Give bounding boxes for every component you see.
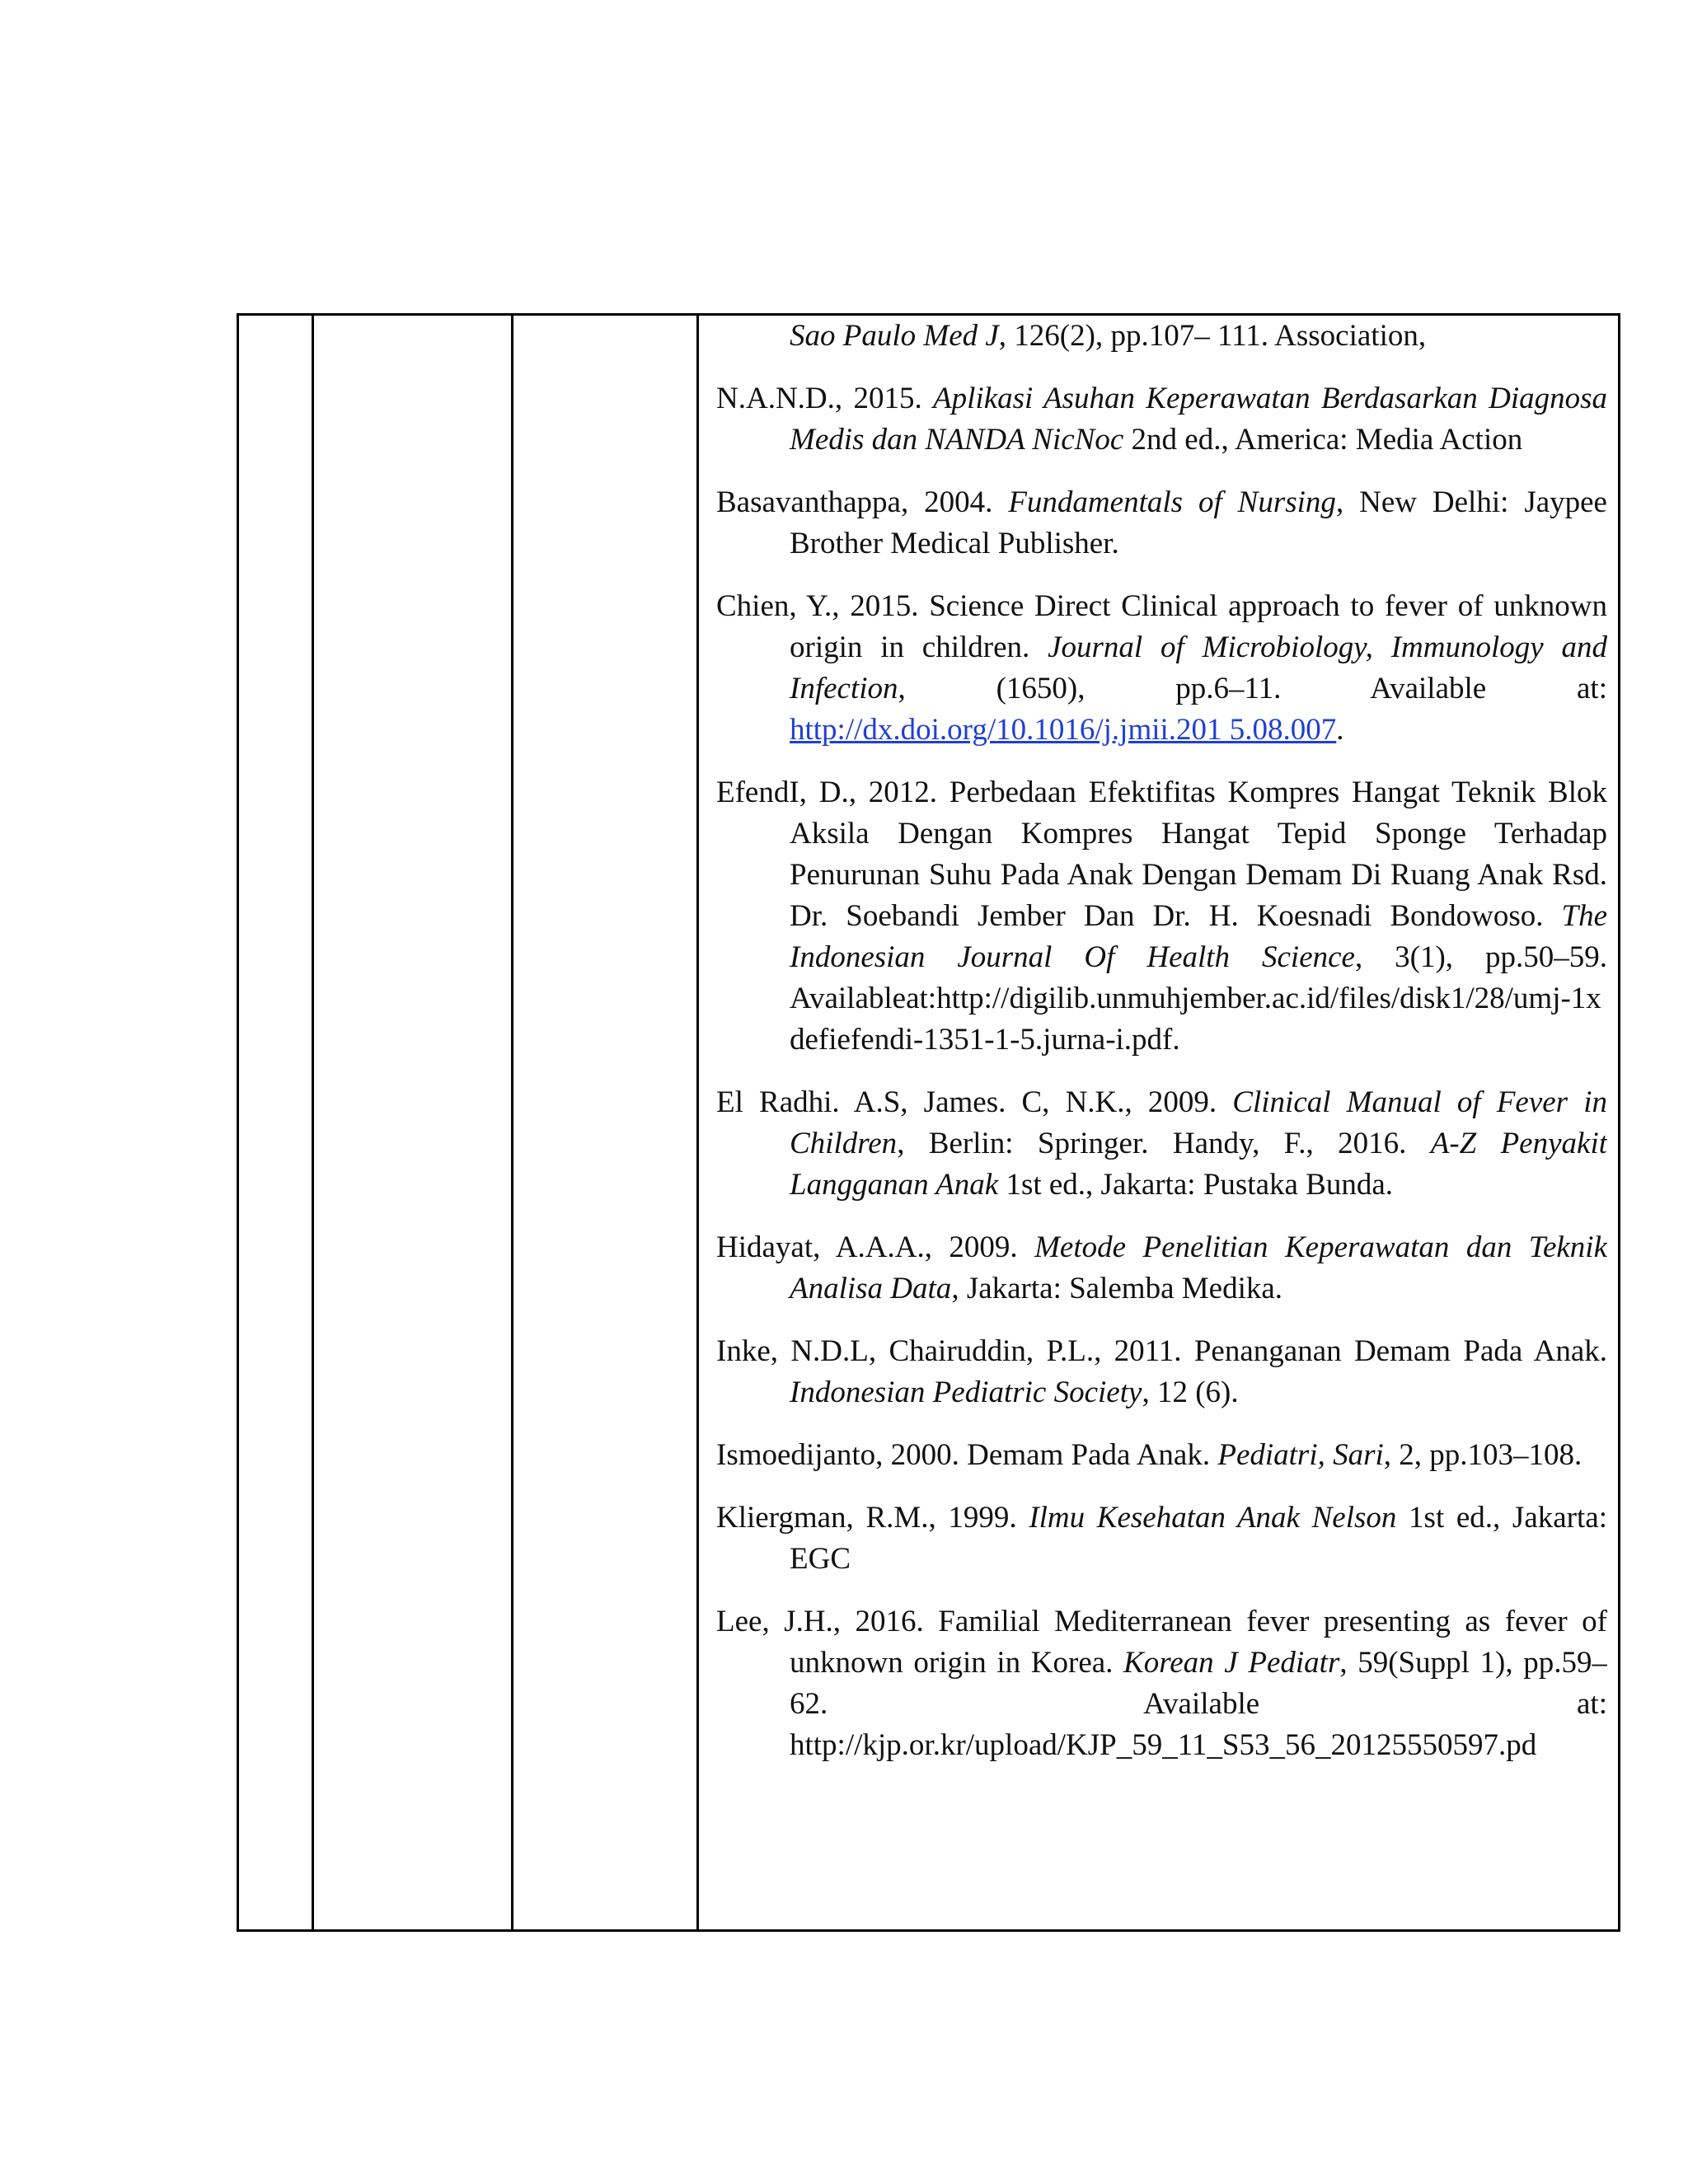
reference-text: , 12 (6).	[1142, 1376, 1239, 1409]
reference-italic-text: Aplikasi Asuhan Keperawatan Berdasarkan Diagnosa Medis dan NANDA NicNoc	[790, 382, 1607, 457]
reference-text: Kliergman, R.M., 1999.	[716, 1501, 1029, 1535]
reference-text: , Jakarta: Salemba Medika.	[951, 1272, 1283, 1305]
reference-text: N.A.N.D., 2015.	[716, 382, 934, 415]
reference-italic-text: Clinical Manual of Fever in Children	[790, 1085, 1607, 1160]
reference-text: 1st ed., Jakarta: EGC	[790, 1501, 1607, 1576]
reference-text: Hidayat, A.A.A., 2009.	[716, 1230, 1035, 1264]
column-divider-2	[511, 316, 513, 1929]
reference-italic-text: The Indonesian Journal Of Health Science	[790, 899, 1607, 974]
reference-text: .	[1336, 713, 1344, 747]
column-divider-1	[312, 316, 314, 1929]
reference-text: , (1650), pp.6–11. Available at:	[898, 672, 1607, 705]
reference-text: , 59(Suppl 1), pp.59–62. Available at: http://kjp.or.kr/upload/KJP_59_11_S53_56_20125550597.pd	[790, 1646, 1607, 1762]
reference-entry	[716, 1331, 1607, 1413]
reference-entry	[716, 586, 1607, 751]
reference-text: Basavanthappa, 2004.	[716, 485, 1009, 519]
reference-entry	[716, 1497, 1607, 1580]
reference-text: Inke, N.D.L, Chairuddin, P.L., 2011. Penanganan Demam Pada Anak.	[716, 1334, 1607, 1368]
reference-italic-text: Fundamentals of Nursing	[1008, 485, 1336, 519]
reference-text: El Radhi. A.S, James. C, N.K., 2009.	[716, 1085, 1233, 1119]
reference-text: Ismoedijanto, 2000. Demam Pada Anak.	[716, 1438, 1218, 1472]
reference-italic-text: A-Z Penyakit Langganan Anak	[790, 1127, 1607, 1202]
reference-entry	[716, 1227, 1607, 1310]
reference-italic-text: Metode Penelitian Keperawatan dan Teknik Analisa Data	[790, 1230, 1607, 1305]
reference-entry	[716, 316, 1607, 357]
reference-entry	[716, 772, 1607, 1061]
reference-italic-text: Journal of Microbiology, Immunology and Infection	[790, 630, 1607, 705]
reference-text: , New Delhi: Jaypee Brother Medical Publisher.	[790, 485, 1607, 560]
reference-text: Lee, J.H., 2016. Familial Mediterranean fever presenting as fever of unknown origin in Korea.	[716, 1605, 1607, 1680]
reference-italic-text: Korean J Pediatr	[1123, 1646, 1340, 1680]
reference-entry	[716, 378, 1607, 461]
reference-text: , 3(1), pp.50–59. Availableat:http://digilib.unmuhjember.ac.id/files/disk1/28/umj-1x defiefendi-1351-1-5.jurna-i.pdf.	[790, 940, 1607, 1057]
column-divider-3	[696, 316, 699, 1929]
reference-entry	[716, 1435, 1607, 1476]
reference-entry	[716, 1601, 1607, 1766]
reference-list	[716, 316, 1607, 1929]
reference-text: 1st ed., Jakarta: Pustaka Bunda.	[998, 1168, 1394, 1202]
reference-italic-text: Pediatri, Sari	[1217, 1438, 1384, 1472]
reference-text: , 126(2), pp.107– 111. Association,	[998, 319, 1427, 353]
reference-text: , Berlin: Springer. Handy, F., 2016.	[897, 1127, 1431, 1160]
reference-text: , 2, pp.103–108.	[1383, 1438, 1582, 1472]
reference-entry	[716, 1082, 1607, 1206]
reference-text: Chien, Y., 2015. Science Direct Clinical approach to fever of unknown origin in children.	[716, 589, 1607, 664]
reference-entry	[716, 482, 1607, 565]
reference-italic-text: Sao Paulo Med J	[790, 319, 999, 353]
reference-text: 2nd ed., America: Media Action	[1123, 423, 1523, 457]
reference-italic-text: Ilmu Kesehatan Anak Nelson	[1029, 1501, 1397, 1535]
reference-link[interactable]: http://dx.doi.org/10.1016/j.jmii.201 5.08.007	[790, 713, 1337, 747]
reference-text: EfendI, D., 2012. Perbedaan Efektifitas Kompres Hangat Teknik Blok Aksila Dengan Kompres Hangat Tepid Sponge Terhadap Penurunan Suhu Pada Anak Dengan Demam Di Ruang Anak Rsd. Dr. Soebandi Jember Dan Dr. H. Koesnadi Bondowoso.	[716, 776, 1607, 933]
reference-italic-text: Indonesian Pediatric Society	[790, 1376, 1142, 1409]
references-table	[237, 313, 1620, 1932]
